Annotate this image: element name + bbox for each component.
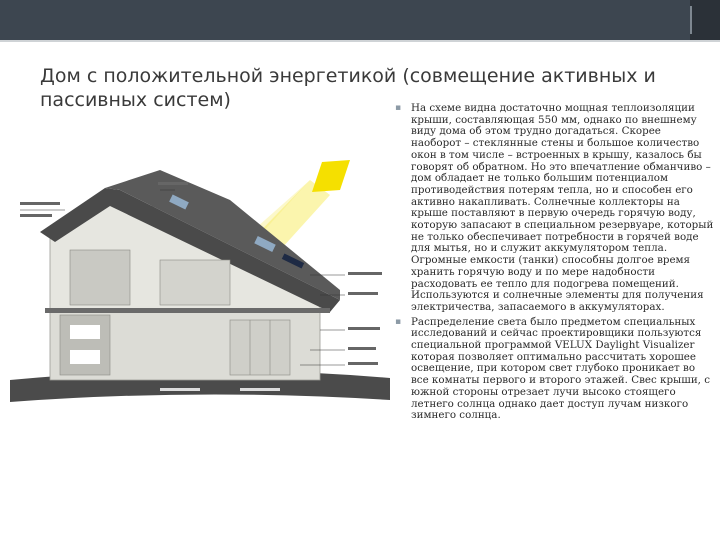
bullet-text: Распределение света было предметом специальных исследований и сейчас проектировщики пользуются специальной программой VELUX Daylight Visualizer которая позволяет оптимально рассчитать хорошее освещение, при котором свет глубоко проникает во все комнаты первого и второго этажей. Свес крыши, с южной стороны отрезает лучи высоко стоящего летнего солнца однако дает доступ лучам низкого зимнего солнца.	[411, 315, 710, 422]
annotation-text-placeholder	[20, 202, 60, 205]
house-illustration	[10, 140, 390, 410]
top-bar	[0, 0, 720, 40]
annotation-text-placeholder	[160, 388, 200, 391]
room-label-box	[70, 325, 100, 339]
slide-title: Дом с положительной энергетикой (совмещение активных и пассивных систем)	[40, 65, 656, 111]
corner-decoration	[690, 0, 720, 40]
bullet-marker: ▪	[395, 316, 402, 327]
bullet-item	[392, 317, 714, 422]
corner-line	[690, 6, 692, 34]
bullet-item	[392, 103, 714, 314]
room-block	[60, 315, 110, 375]
bullet-list	[392, 103, 714, 425]
annotation-text-placeholder	[348, 272, 382, 275]
annotation-text-placeholder	[158, 182, 188, 185]
annotation-text-placeholder	[240, 388, 280, 391]
floor-slab	[45, 308, 330, 313]
annotation-text-placeholder	[20, 214, 52, 217]
upper-room	[70, 250, 130, 305]
annotation-text-placeholder	[348, 292, 378, 295]
sun	[312, 160, 350, 192]
annotation-text-placeholder	[348, 347, 376, 350]
annotation-text-placeholder	[348, 362, 378, 365]
top-bar-accent	[0, 40, 720, 42]
glass-wall	[230, 320, 290, 375]
room-label-box	[70, 350, 100, 364]
bullet-marker: ▪	[395, 103, 402, 113]
annotation-text-placeholder	[348, 327, 380, 330]
upper-room	[160, 260, 230, 305]
bullet-text: На схеме видна достаточно мощная теплоизоляции крыши, составляющая 550 мм, однако по внешнему виду дома об этом трудно догадаться. Скорее наоборот – стеклянные стены и большое количество окон в том числе – встроенных в крышу, казалось бы говорят об обратном. Но это впечатление обманчиво – дом обладает не только большим потенциалом противодействия потерям тепла, но и способен его активно накапливать. Солнечные коллекторы на крыше поставляют в первую очередь горячую воду, которую запасают в специальном резервуаре, который не только обеспечивает потребности в горячей воде для мытья, но и служит аккумулятором тепла. Огромные емкости (танки) способны долгое время хранить горячую воду и по мере надобности расходовать ее тепло для подогрева помещений. Используются и солнечные элементы для получения электричества, запасаемого в аккумуляторах.	[411, 102, 714, 313]
